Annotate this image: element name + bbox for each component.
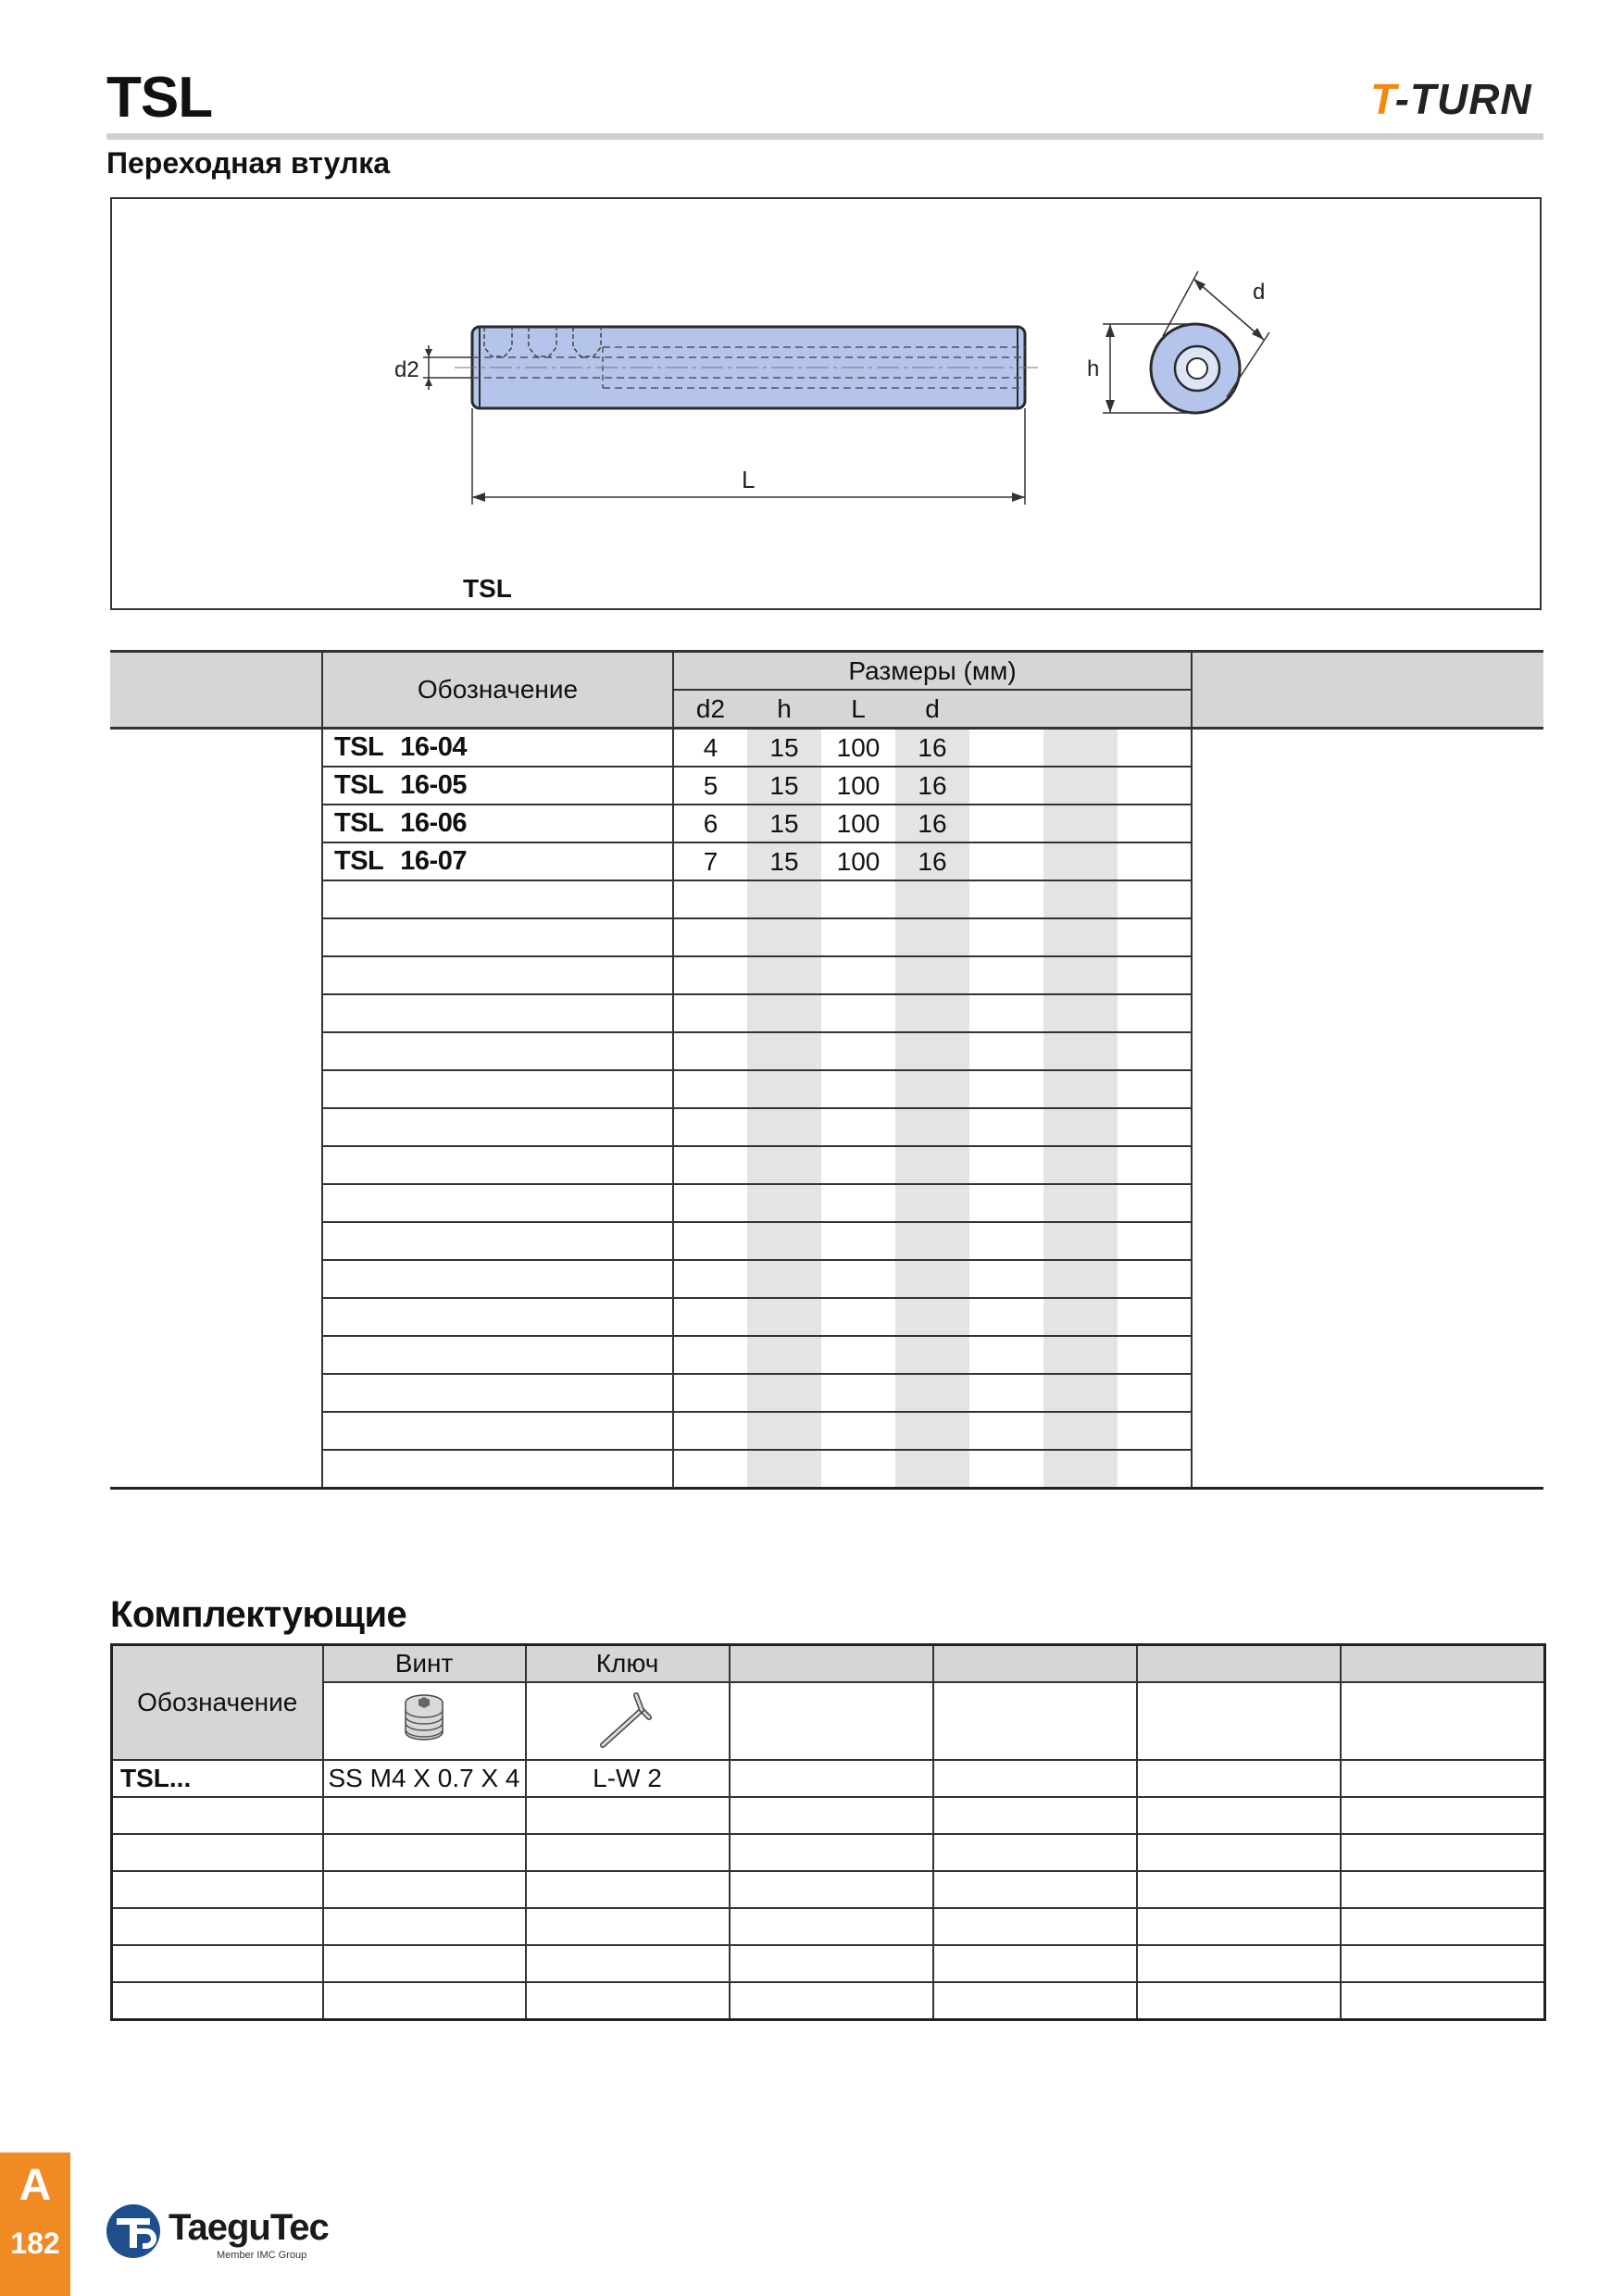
end-view <box>1151 324 1240 413</box>
acc-empty <box>526 1797 730 1834</box>
acc-empty <box>323 1982 526 2020</box>
acc-header-empty <box>1341 1645 1545 1683</box>
cell-empty <box>1118 1298 1192 1336</box>
cell-h: 15 <box>747 729 821 767</box>
brand-part-a: Taegu <box>169 2207 270 2248</box>
cell-empty <box>322 1450 673 1489</box>
cell-empty <box>673 1108 747 1146</box>
cell-empty <box>322 880 673 918</box>
blank-right-column <box>1192 729 1543 1489</box>
acc-empty <box>323 1871 526 1908</box>
acc-empty <box>1137 1982 1341 2020</box>
page-number: 182 <box>10 2227 60 2260</box>
col-h: h <box>747 690 821 729</box>
cell-empty <box>673 1146 747 1184</box>
cell-empty <box>895 880 969 918</box>
cell-d: 16 <box>895 729 969 767</box>
diagram-frame <box>110 197 1542 610</box>
cell-empty <box>895 1298 969 1336</box>
cell-empty <box>969 1032 1043 1070</box>
designation-cell <box>322 729 673 767</box>
cell-empty <box>821 956 895 994</box>
acc-empty <box>730 1797 933 1834</box>
cell-empty <box>747 1298 821 1336</box>
header-blank-left <box>110 652 322 729</box>
diagram-caption: TSL <box>463 574 512 603</box>
acc-empty <box>526 1982 730 2020</box>
cell-empty <box>673 1412 747 1450</box>
accessories-title: Комплектующие <box>110 1594 407 1635</box>
cell-empty <box>969 1184 1043 1222</box>
t-turn-logo-rest: -TURN <box>1394 75 1532 123</box>
cell-empty <box>895 1412 969 1450</box>
cell-empty <box>821 1222 895 1260</box>
acc-empty <box>323 1797 526 1834</box>
section-letter: A <box>19 2161 52 2210</box>
brand-part-b: Tec <box>269 2207 329 2248</box>
acc-header-key: Ключ <box>526 1645 730 1683</box>
cell-empty <box>821 1450 895 1489</box>
cell-d2: 5 <box>673 767 747 805</box>
acc-empty <box>933 1908 1137 1945</box>
cell-empty <box>322 1336 673 1374</box>
cell-empty <box>821 1146 895 1184</box>
l-arrow-left <box>472 493 485 502</box>
cell-empty <box>747 1260 821 1298</box>
cell-empty <box>969 1108 1043 1146</box>
cell-empty <box>747 1450 821 1489</box>
cell-empty <box>1043 918 1118 956</box>
cell-empty <box>322 994 673 1032</box>
cell-empty <box>1118 1374 1192 1412</box>
table-row-empty <box>112 1834 1545 1871</box>
cell-l: 100 <box>821 805 895 842</box>
acc-empty <box>1341 1682 1545 1760</box>
acc-empty <box>1137 1908 1341 1945</box>
brand-tagline: Member IMC Group <box>217 2250 307 2261</box>
acc-empty <box>1341 1871 1545 1908</box>
cell-empty <box>1043 1222 1118 1260</box>
header-blank-right <box>1192 652 1543 729</box>
d-arrow-2 <box>1252 328 1264 340</box>
cell-empty <box>969 729 1043 767</box>
screw-image-cell <box>323 1682 526 1760</box>
header-dimensions: Размеры (мм) <box>673 652 1192 691</box>
cell-empty <box>969 1336 1043 1374</box>
cell-empty <box>322 918 673 956</box>
cell-empty <box>322 1412 673 1450</box>
cell-empty <box>969 805 1043 842</box>
cell-d2: 7 <box>673 842 747 880</box>
cell-empty <box>1118 880 1192 918</box>
t-turn-logo <box>1370 74 1532 124</box>
cell-empty <box>895 1032 969 1070</box>
cell-empty <box>1043 1032 1118 1070</box>
acc-empty <box>1341 1908 1545 1945</box>
cell-empty <box>969 1260 1043 1298</box>
hex-key-icon <box>595 1686 660 1751</box>
acc-empty <box>933 1760 1137 1797</box>
acc-empty <box>112 1797 323 1834</box>
cell-empty <box>747 956 821 994</box>
cell-empty <box>895 956 969 994</box>
acc-header-empty <box>1137 1645 1341 1683</box>
acc-empty <box>1137 1682 1341 1760</box>
designation-prefix: TSL <box>334 770 384 800</box>
cell-empty <box>969 1450 1043 1489</box>
designation-code: 16-04 <box>400 732 467 762</box>
cell-empty <box>747 1222 821 1260</box>
table-row-empty <box>112 1871 1545 1908</box>
cell-empty <box>1043 1450 1118 1489</box>
cell-empty <box>1043 880 1118 918</box>
cell-empty <box>673 1222 747 1260</box>
cell-d2: 6 <box>673 805 747 842</box>
cell-empty <box>1118 994 1192 1032</box>
cell-empty <box>821 1336 895 1374</box>
designation-prefix: TSL <box>334 808 384 838</box>
acc-empty <box>1137 1834 1341 1871</box>
designation-code: 16-06 <box>400 808 467 838</box>
acc-empty <box>112 1908 323 1945</box>
acc-empty <box>1341 1760 1545 1797</box>
dimensions-table <box>110 650 1543 1490</box>
acc-empty <box>112 1982 323 2020</box>
acc-empty <box>730 1945 933 1982</box>
acc-empty <box>730 1982 933 2020</box>
cell-empty <box>895 1260 969 1298</box>
col-d2: d2 <box>673 690 747 729</box>
cell-empty <box>673 1450 747 1489</box>
cell-empty <box>1043 956 1118 994</box>
acc-empty <box>933 1945 1137 1982</box>
cell-empty <box>673 918 747 956</box>
cell-empty <box>821 1298 895 1336</box>
cell-empty <box>1118 842 1192 880</box>
cell-empty <box>1043 1298 1118 1336</box>
cell-empty <box>673 1070 747 1108</box>
acc-empty <box>1341 1945 1545 1982</box>
acc-header-screw: Винт <box>323 1645 526 1683</box>
acc-screw: SS M4 X 0.7 X 4 <box>323 1760 526 1797</box>
cell-empty <box>322 1108 673 1146</box>
cell-empty <box>1043 1070 1118 1108</box>
acc-designation: TSL... <box>112 1760 323 1797</box>
cell-empty <box>1043 1146 1118 1184</box>
page-tab <box>0 2152 70 2296</box>
table-row-empty <box>112 1945 1545 1982</box>
cell-empty <box>322 1260 673 1298</box>
cell-empty <box>673 1184 747 1222</box>
d2-arrow-top <box>425 349 432 357</box>
t-turn-logo-t: T <box>1370 75 1395 123</box>
cell-empty <box>1118 767 1192 805</box>
cell-empty <box>821 1412 895 1450</box>
cell-empty <box>821 918 895 956</box>
cell-empty <box>1118 1336 1192 1374</box>
d-label: d <box>1253 280 1266 305</box>
cell-empty <box>673 994 747 1032</box>
cell-empty <box>673 1298 747 1336</box>
acc-empty <box>1137 1760 1341 1797</box>
cell-empty <box>969 1146 1043 1184</box>
cell-empty <box>1118 1184 1192 1222</box>
cell-empty <box>747 1336 821 1374</box>
acc-empty <box>526 1871 730 1908</box>
cell-d: 16 <box>895 842 969 880</box>
acc-header-designation: Обозначение <box>112 1645 323 1761</box>
acc-empty <box>1137 1945 1341 1982</box>
page-subtitle: Переходная втулка <box>106 146 391 180</box>
cell-empty <box>1043 1184 1118 1222</box>
designation-cell <box>322 842 673 880</box>
cell-empty <box>747 1146 821 1184</box>
cell-d2: 4 <box>673 729 747 767</box>
cell-empty <box>673 880 747 918</box>
acc-empty <box>730 1760 933 1797</box>
acc-empty <box>526 1834 730 1871</box>
acc-empty <box>112 1871 323 1908</box>
cell-empty <box>1043 1260 1118 1298</box>
designation-cell <box>322 767 673 805</box>
cell-empty <box>1043 729 1118 767</box>
header-designation: Обозначение <box>322 652 673 729</box>
cell-empty <box>673 1336 747 1374</box>
cell-empty <box>895 918 969 956</box>
cell-empty <box>969 1412 1043 1450</box>
cell-l: 100 <box>821 729 895 767</box>
cell-empty <box>821 1108 895 1146</box>
cell-empty <box>747 994 821 1032</box>
designation-code: 16-05 <box>400 770 467 800</box>
set-screw-icon <box>392 1686 456 1751</box>
designation-cell <box>322 805 673 842</box>
acc-empty <box>526 1945 730 1982</box>
blank-left-column <box>110 729 322 1489</box>
cell-empty <box>1043 1108 1118 1146</box>
cell-empty <box>1043 842 1118 880</box>
table-row-empty <box>112 1982 1545 2020</box>
cell-empty <box>821 880 895 918</box>
acc-empty <box>1341 1982 1545 2020</box>
acc-empty <box>323 1908 526 1945</box>
h-label: h <box>1087 356 1100 381</box>
acc-empty <box>730 1682 933 1760</box>
cell-empty <box>895 1108 969 1146</box>
cell-empty <box>1118 1260 1192 1298</box>
acc-empty <box>730 1834 933 1871</box>
col-d: d <box>895 690 969 729</box>
cell-empty <box>322 1222 673 1260</box>
acc-empty <box>730 1908 933 1945</box>
table-row-empty <box>112 1797 1545 1834</box>
cell-h: 15 <box>747 842 821 880</box>
cell-empty <box>1118 1108 1192 1146</box>
cell-empty <box>673 956 747 994</box>
cell-empty <box>322 1032 673 1070</box>
cell-empty <box>821 1260 895 1298</box>
cell-empty <box>747 1412 821 1450</box>
cell-empty <box>1118 729 1192 767</box>
cell-d: 16 <box>895 805 969 842</box>
cell-empty <box>1118 1070 1192 1108</box>
h-arrow-bottom <box>1106 400 1115 413</box>
end-view-bore <box>1187 358 1207 379</box>
cell-empty <box>1118 1412 1192 1450</box>
cell-d: 16 <box>895 767 969 805</box>
cell-empty <box>895 1184 969 1222</box>
acc-empty <box>933 1834 1137 1871</box>
cell-empty <box>895 1450 969 1489</box>
cell-empty <box>1118 956 1192 994</box>
acc-empty <box>112 1945 323 1982</box>
cell-empty <box>895 1070 969 1108</box>
acc-empty <box>1137 1797 1341 1834</box>
acc-empty <box>1341 1797 1545 1834</box>
cell-empty <box>969 880 1043 918</box>
acc-empty <box>1341 1834 1545 1871</box>
acc-empty <box>323 1834 526 1871</box>
table-row <box>110 729 1543 767</box>
acc-empty <box>730 1871 933 1908</box>
cell-empty <box>322 956 673 994</box>
d2-arrow-bottom <box>425 378 432 386</box>
l-arrow-right <box>1012 493 1025 502</box>
cell-empty <box>322 1146 673 1184</box>
tsl-drawing <box>112 199 1543 612</box>
table-row <box>112 1760 1545 1797</box>
cell-empty <box>322 1070 673 1108</box>
cell-empty <box>1043 1374 1118 1412</box>
cell-empty <box>969 1222 1043 1260</box>
acc-empty <box>1137 1871 1341 1908</box>
acc-key: L-W 2 <box>526 1760 730 1797</box>
accessories-table <box>110 1643 1546 2021</box>
acc-empty <box>323 1945 526 1982</box>
col-empty-2 <box>1043 690 1118 729</box>
cell-empty <box>322 1184 673 1222</box>
cell-empty <box>1118 805 1192 842</box>
cell-empty <box>1118 1146 1192 1184</box>
acc-header-empty <box>730 1645 933 1683</box>
cell-empty <box>673 1260 747 1298</box>
cell-empty <box>1043 994 1118 1032</box>
cell-empty <box>821 1070 895 1108</box>
cell-empty <box>1118 918 1192 956</box>
cell-h: 15 <box>747 805 821 842</box>
cell-empty <box>1043 1336 1118 1374</box>
d-arrow-1 <box>1193 279 1206 291</box>
acc-empty <box>526 1908 730 1945</box>
table-row-empty <box>112 1908 1545 1945</box>
cell-empty <box>821 1374 895 1412</box>
cell-l: 100 <box>821 767 895 805</box>
cell-empty <box>895 1222 969 1260</box>
cell-empty <box>673 1374 747 1412</box>
cell-empty <box>969 1298 1043 1336</box>
cell-empty <box>969 842 1043 880</box>
acc-empty <box>933 1871 1137 1908</box>
cell-empty <box>969 994 1043 1032</box>
cell-empty <box>747 880 821 918</box>
header-rule <box>106 133 1543 140</box>
col-l: L <box>821 690 895 729</box>
cell-h: 15 <box>747 767 821 805</box>
cell-empty <box>821 994 895 1032</box>
cell-empty <box>1118 1450 1192 1489</box>
cell-empty <box>747 918 821 956</box>
l-label: L <box>742 466 756 493</box>
cell-empty <box>322 1374 673 1412</box>
cell-empty <box>895 1336 969 1374</box>
cell-empty <box>969 1070 1043 1108</box>
h-arrow-top <box>1106 324 1115 337</box>
key-image-cell <box>526 1682 730 1760</box>
designation-code: 16-07 <box>400 846 467 876</box>
cell-empty <box>895 1146 969 1184</box>
cell-empty <box>1118 1032 1192 1070</box>
cell-empty <box>322 1298 673 1336</box>
cell-empty <box>895 1374 969 1412</box>
cell-empty <box>747 1032 821 1070</box>
cell-empty <box>969 767 1043 805</box>
d2-label: d2 <box>394 357 419 382</box>
cell-empty <box>1043 805 1118 842</box>
taegutec-logo-icon <box>104 2202 163 2261</box>
cell-empty <box>969 1374 1043 1412</box>
cell-empty <box>969 956 1043 994</box>
cell-empty <box>747 1374 821 1412</box>
cell-empty <box>969 918 1043 956</box>
cell-empty <box>673 1032 747 1070</box>
designation-prefix: TSL <box>334 846 384 876</box>
page-title: TSL <box>106 66 213 130</box>
taegutec-wordmark <box>169 2207 329 2249</box>
cell-empty <box>821 1032 895 1070</box>
cell-empty <box>747 1184 821 1222</box>
cell-empty <box>747 1108 821 1146</box>
cell-empty <box>1043 1412 1118 1450</box>
cell-empty <box>1118 1222 1192 1260</box>
col-empty-1 <box>969 690 1043 729</box>
cell-empty <box>747 1070 821 1108</box>
cell-empty <box>821 1184 895 1222</box>
cell-empty <box>895 994 969 1032</box>
acc-header-empty <box>933 1645 1137 1683</box>
acc-empty <box>933 1797 1137 1834</box>
designation-prefix: TSL <box>334 732 384 762</box>
col-empty-3 <box>1118 690 1192 729</box>
cell-empty <box>1043 767 1118 805</box>
acc-empty <box>933 1682 1137 1760</box>
cell-l: 100 <box>821 842 895 880</box>
acc-empty <box>933 1982 1137 2020</box>
acc-empty <box>112 1834 323 1871</box>
